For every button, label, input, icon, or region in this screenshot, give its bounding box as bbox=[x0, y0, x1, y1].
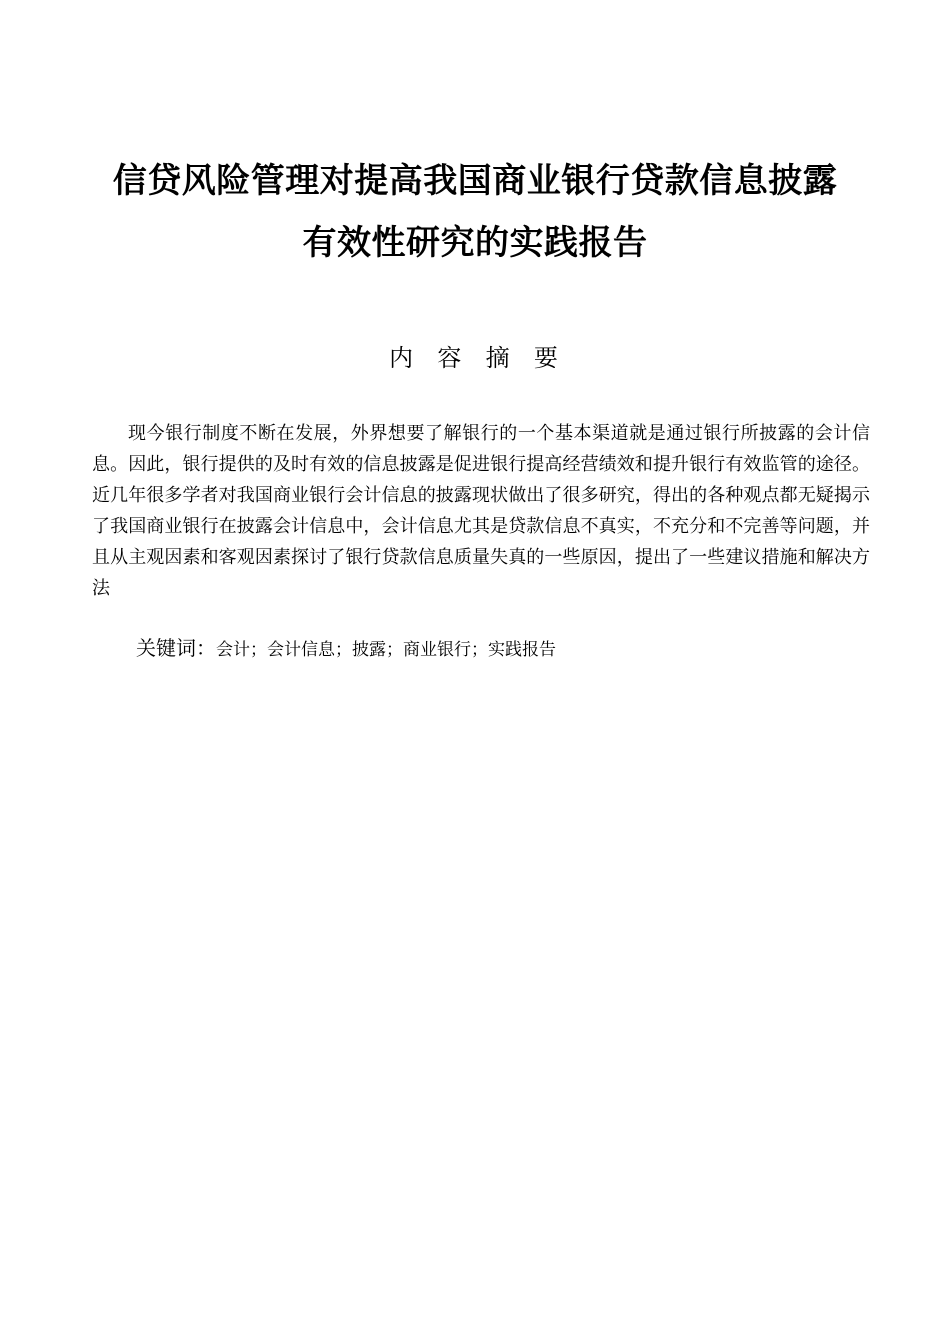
keywords-label: 关键词： bbox=[136, 636, 216, 660]
keywords-line bbox=[136, 632, 556, 666]
keywords-value: 会计；会计信息；披露；商业银行；实践报告 bbox=[216, 640, 556, 660]
title-line-1: 信贷风险管理对提高我国商业银行贷款信息披露 bbox=[112, 161, 838, 201]
abstract-heading: 内 容 摘 要 bbox=[389, 344, 561, 372]
abstract-paragraph: 现今银行制度不断在发展，外界想要了解银行的一个基本渠道就是通过银行所披露的会计信息。因此，银行提供的及时有效的信息披露是促进银行提高经营绩效和提升银行有效监管的途径。近几年很多学者对我国商业银行会计信息的披露现状做出了很多研究，得出的各种观点都无疑揭示了我国商业银行在披露会计信息中，会计信息尤其是贷款信息不真实，不充分和不完善等问题，并且从主观因素和客观因素探讨了银行贷款信息质量失真的一些原因，提出了一些建议措施和解决方法 bbox=[92, 423, 870, 599]
title-line-2: 有效性研究的实践报告 bbox=[302, 223, 648, 263]
document-title bbox=[0, 150, 950, 274]
